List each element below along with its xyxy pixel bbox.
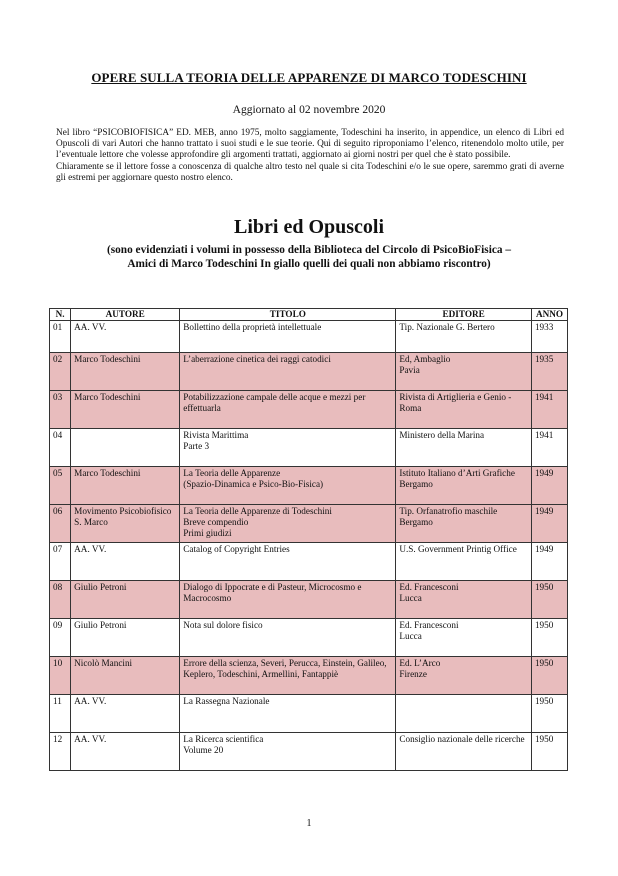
cell-title: La Rassegna Nazionale	[180, 695, 396, 733]
cell-author	[71, 429, 180, 467]
cell-year: 1935	[531, 353, 567, 391]
cell-author: AA. VV.	[71, 695, 180, 733]
table-row	[50, 581, 568, 619]
cell-title: La Teoria delle Apparenze di Todeschini Breve compendio Primi giudizi	[180, 505, 396, 543]
cell-publisher: Tip. Orfanatrofio maschile Bergamo	[396, 505, 532, 543]
cell-author: Movimento Psicobiofisico S. Marco	[71, 505, 180, 543]
cell-author: AA. VV.	[71, 321, 180, 353]
cell-number: 09	[50, 619, 71, 657]
table-row	[50, 353, 568, 391]
header-year: ANNO	[531, 309, 567, 321]
cell-title: La Teoria delle Apparenze (Spazio-Dinamica e Psico-Bio-Fisica)	[180, 467, 396, 505]
cell-year: 1941	[531, 391, 567, 429]
cell-year: 1950	[531, 695, 567, 733]
cell-title: Dialogo di Ippocrate e di Pasteur, Microcosmo e Macrocosmo	[180, 581, 396, 619]
cell-title: Nota sul dolore fisico	[180, 619, 396, 657]
cell-publisher: Tip. Nazionale G. Bertero	[396, 321, 532, 353]
cell-publisher: Ed. Francesconi Lucca	[396, 581, 532, 619]
cell-publisher: Ed. L’Arco Firenze	[396, 657, 532, 695]
cell-author: Giulio Petroni	[71, 581, 180, 619]
cell-number: 07	[50, 543, 71, 581]
updated-date: Aggiornato al 02 novembre 2020	[232, 104, 386, 116]
cell-number: 11	[50, 695, 71, 733]
table-row	[50, 467, 568, 505]
cell-author: Giulio Petroni	[71, 619, 180, 657]
cell-publisher: Ministero della Marina	[396, 429, 532, 467]
section-subtitle: (sono evidenziati i volumi in possesso della Biblioteca del Circolo di PsicoBioFisica – Amici di Marco Todeschini In giallo quelli dei quali non abbiamo riscontro)	[107, 244, 511, 270]
table-row	[50, 733, 568, 771]
intro-paragraph-1: Nel libro “PSICOBIOFISICA” ED. MEB, anno 1975, molto saggiamente, Todeschini ha inserito, in appendice, un elenco di Libri ed Opuscoli di vari Autori che hanno trattato i suoi studi e le sue teorie. Qui di seguito riproponiamo l’elenco, ritenendolo molto utile, per l’eventuale lettore che volesse approfondire gli argomenti trattati, aggiornato ai giorni nostri per quel che è stato possibile.	[56, 128, 564, 161]
cell-author: AA. VV.	[71, 543, 180, 581]
intro-text	[56, 128, 564, 184]
table-row	[50, 391, 568, 429]
cell-year: 1941	[531, 429, 567, 467]
header-publisher: EDITORE	[396, 309, 532, 321]
document-title: OPERE SULLA TEORIA DELLE APPARENZE DI MARCO TODESCHINI	[91, 70, 527, 85]
cell-year: 1950	[531, 733, 567, 771]
table-row	[50, 657, 568, 695]
cell-publisher: Istituto Italiano d’Arti Grafiche Bergamo	[396, 467, 532, 505]
table-row	[50, 429, 568, 467]
cell-title: Catalog of Copyright Entries	[180, 543, 396, 581]
cell-publisher: U.S. Government Printig Office	[396, 543, 532, 581]
cell-title: Rivista Marittima Parte 3	[180, 429, 396, 467]
cell-title: Potabilizzazione campale delle acque e mezzi per effettuarla	[180, 391, 396, 429]
cell-year: 1950	[531, 619, 567, 657]
table-header-row	[50, 309, 568, 321]
cell-publisher: Ed, Ambaglio Pavia	[396, 353, 532, 391]
table-row	[50, 543, 568, 581]
header-title: TITOLO	[180, 309, 396, 321]
cell-author: Marco Todeschini	[71, 467, 180, 505]
table-row	[50, 321, 568, 353]
cell-number: 08	[50, 581, 71, 619]
cell-author: Marco Todeschini	[71, 353, 180, 391]
cell-title: L’aberrazione cinetica dei raggi catodici	[180, 353, 396, 391]
books-table	[49, 308, 568, 771]
cell-publisher: Rivista di Artiglieria e Genio - Roma	[396, 391, 532, 429]
cell-number: 05	[50, 467, 71, 505]
cell-number: 03	[50, 391, 71, 429]
cell-publisher: Consiglio nazionale delle ricerche	[396, 733, 532, 771]
header-number: N.	[50, 309, 71, 321]
cell-year: 1950	[531, 657, 567, 695]
table-row	[50, 505, 568, 543]
cell-publisher	[396, 695, 532, 733]
cell-author: AA. VV.	[71, 733, 180, 771]
cell-publisher: Ed. Francesconi Lucca	[396, 619, 532, 657]
cell-title: La Ricerca scientifica Volume 20	[180, 733, 396, 771]
cell-author: Marco Todeschini	[71, 391, 180, 429]
cell-number: 01	[50, 321, 71, 353]
table-row	[50, 619, 568, 657]
page-number: 1	[306, 818, 312, 829]
cell-number: 10	[50, 657, 71, 695]
cell-number: 06	[50, 505, 71, 543]
table-row	[50, 695, 568, 733]
cell-title: Bollettino della proprietà intellettuale	[180, 321, 396, 353]
cell-author: Nicolò Mancini	[71, 657, 180, 695]
cell-number: 02	[50, 353, 71, 391]
cell-title: Errore della scienza, Severi, Perucca, Einstein, Galileo, Keplero, Todeschini, Armellini, Fantappiè	[180, 657, 396, 695]
section-title: Libri ed Opuscoli	[233, 216, 385, 238]
cell-year: 1949	[531, 543, 567, 581]
intro-paragraph-2: Chiaramente se il lettore fosse a conoscenza di qualche altro testo nel quale si cita Todeschini e/o le sue opere, saremmo grati di averne gli estremi per aggiornare questo nostro elenco.	[56, 161, 564, 183]
cell-year: 1933	[531, 321, 567, 353]
cell-number: 04	[50, 429, 71, 467]
cell-year: 1949	[531, 505, 567, 543]
table-body	[50, 321, 568, 771]
header-author: AUTORE	[71, 309, 180, 321]
cell-year: 1949	[531, 467, 567, 505]
cell-number: 12	[50, 733, 71, 771]
cell-year: 1950	[531, 581, 567, 619]
